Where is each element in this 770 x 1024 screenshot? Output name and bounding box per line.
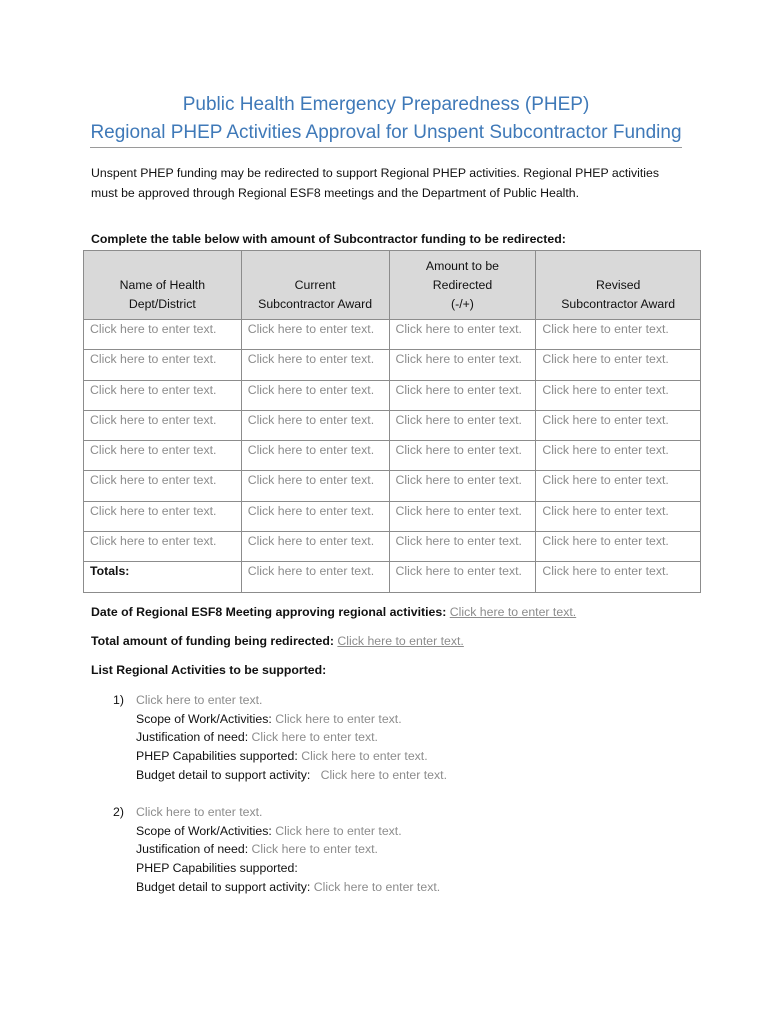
amount-redirected-input[interactable]: Click here to enter text. (389, 501, 536, 531)
budget-label: Budget detail to support activity: (136, 767, 311, 782)
justification-label: Justification of need: (136, 730, 249, 745)
budget-label: Budget detail to support activity: (136, 879, 311, 894)
scope-input[interactable]: Click here to enter text. (275, 823, 402, 838)
table-row (84, 441, 701, 471)
meeting-date-field (91, 605, 576, 619)
header-revised-award: Revised Subcontractor Award (536, 251, 701, 320)
name-input[interactable]: Click here to enter text. (84, 410, 242, 440)
title-line-2: Regional PHEP Activities Approval for Unspent Subcontractor Funding (90, 122, 682, 143)
name-input[interactable]: Click here to enter text. (84, 471, 242, 501)
revised-award-input[interactable]: Click here to enter text. (536, 532, 701, 562)
revised-award-input[interactable]: Click here to enter text. (536, 471, 701, 501)
name-input[interactable]: Click here to enter text. (84, 532, 242, 562)
table-row (84, 320, 701, 350)
title-divider (90, 147, 682, 148)
activity-title-input[interactable]: Click here to enter text. (136, 805, 263, 819)
current-award-input[interactable]: Click here to enter text. (241, 410, 389, 440)
amount-redirected-input[interactable]: Click here to enter text. (389, 410, 536, 440)
amount-redirected-input[interactable]: Click here to enter text. (389, 350, 536, 380)
amount-redirected-input[interactable]: Click here to enter text. (389, 532, 536, 562)
current-award-input[interactable]: Click here to enter text. (241, 380, 389, 410)
name-input[interactable]: Click here to enter text. (84, 350, 242, 380)
total-amount-field (91, 634, 464, 648)
capabilities-label: PHEP Capabilities supported: (136, 749, 298, 764)
header-current-award: Current Subcontractor Award (241, 251, 389, 320)
revised-award-input[interactable]: Click here to enter text. (536, 350, 701, 380)
activity-title-input[interactable]: Click here to enter text. (136, 693, 263, 707)
total-amount-input[interactable]: Click here to enter text. (337, 634, 464, 648)
table-header-row (84, 251, 701, 320)
name-input[interactable]: Click here to enter text. (84, 501, 242, 531)
revised-award-input[interactable]: Click here to enter text. (536, 410, 701, 440)
activities-list-heading: List Regional Activities to be supported: (91, 663, 327, 677)
total-amount-redirected-input[interactable]: Click here to enter text. (389, 562, 536, 592)
current-award-input[interactable]: Click here to enter text. (241, 532, 389, 562)
name-input[interactable]: Click here to enter text. (84, 441, 242, 471)
funding-table (83, 250, 701, 593)
current-award-input[interactable]: Click here to enter text. (241, 441, 389, 471)
amount-redirected-input[interactable]: Click here to enter text. (389, 471, 536, 501)
meeting-date-input[interactable]: Click here to enter text. (449, 605, 577, 619)
header-name-of-health-dept: Name of Health Dept/District (84, 251, 242, 320)
current-award-input[interactable]: Click here to enter text. (241, 350, 389, 380)
current-award-input[interactable]: Click here to enter text. (241, 320, 389, 350)
current-award-input[interactable]: Click here to enter text. (241, 501, 389, 531)
table-row (84, 350, 701, 380)
name-input[interactable]: Click here to enter text. (84, 380, 242, 410)
justification-input[interactable]: Click here to enter text. (251, 842, 378, 857)
intro-paragraph (91, 163, 691, 203)
justification-label: Justification of need: (136, 842, 249, 857)
table-caption: Complete the table below with amount of Subcontractor funding to be redirected: (91, 232, 566, 246)
intro-line-2: must be approved through Regional ESF8 meetings and the Department of Public Health. (91, 186, 580, 200)
table-row (84, 532, 701, 562)
amount-redirected-input[interactable]: Click here to enter text. (389, 320, 536, 350)
revised-award-input[interactable]: Click here to enter text. (536, 441, 701, 471)
total-amount-label: Total amount of funding being redirected: (91, 634, 334, 648)
budget-input[interactable]: Click here to enter text. (313, 879, 441, 894)
document-title (90, 92, 682, 146)
current-award-input[interactable]: Click here to enter text. (241, 471, 389, 501)
revised-award-input[interactable]: Click here to enter text. (536, 320, 701, 350)
budget-input[interactable]: Click here to enter text. (320, 767, 448, 782)
revised-award-input[interactable]: Click here to enter text. (536, 380, 701, 410)
totals-label: Totals: (84, 562, 242, 592)
scope-label: Scope of Work/Activities: (136, 711, 272, 726)
name-input[interactable]: Click here to enter text. (84, 320, 242, 350)
table-row (84, 410, 701, 440)
title-line-1: Public Health Emergency Preparedness (PHEP) (182, 94, 590, 115)
revised-award-input[interactable]: Click here to enter text. (536, 501, 701, 531)
table-row (84, 501, 701, 531)
scope-label: Scope of Work/Activities: (136, 823, 272, 838)
intro-line-1: Unspent PHEP funding may be redirected to support Regional PHEP activities. Regional PHEP activities (91, 166, 660, 180)
total-current-award-input[interactable]: Click here to enter text. (241, 562, 389, 592)
meeting-date-label: Date of Regional ESF8 Meeting approving regional activities: (91, 605, 447, 619)
total-revised-award-input[interactable]: Click here to enter text. (536, 562, 701, 592)
totals-row (84, 562, 701, 592)
table-row (84, 471, 701, 501)
justification-input[interactable]: Click here to enter text. (251, 730, 378, 745)
amount-redirected-input[interactable]: Click here to enter text. (389, 441, 536, 471)
capabilities-label: PHEP Capabilities supported: (136, 861, 298, 876)
table-row (84, 380, 701, 410)
amount-redirected-input[interactable]: Click here to enter text. (389, 380, 536, 410)
capabilities-input[interactable]: Click here to enter text. (301, 749, 428, 764)
header-amount-redirected: Amount to be Redirected (-/+) (389, 251, 536, 320)
activity-number: 2) (113, 805, 124, 819)
scope-input[interactable]: Click here to enter text. (275, 711, 402, 726)
activity-number: 1) (113, 693, 124, 707)
